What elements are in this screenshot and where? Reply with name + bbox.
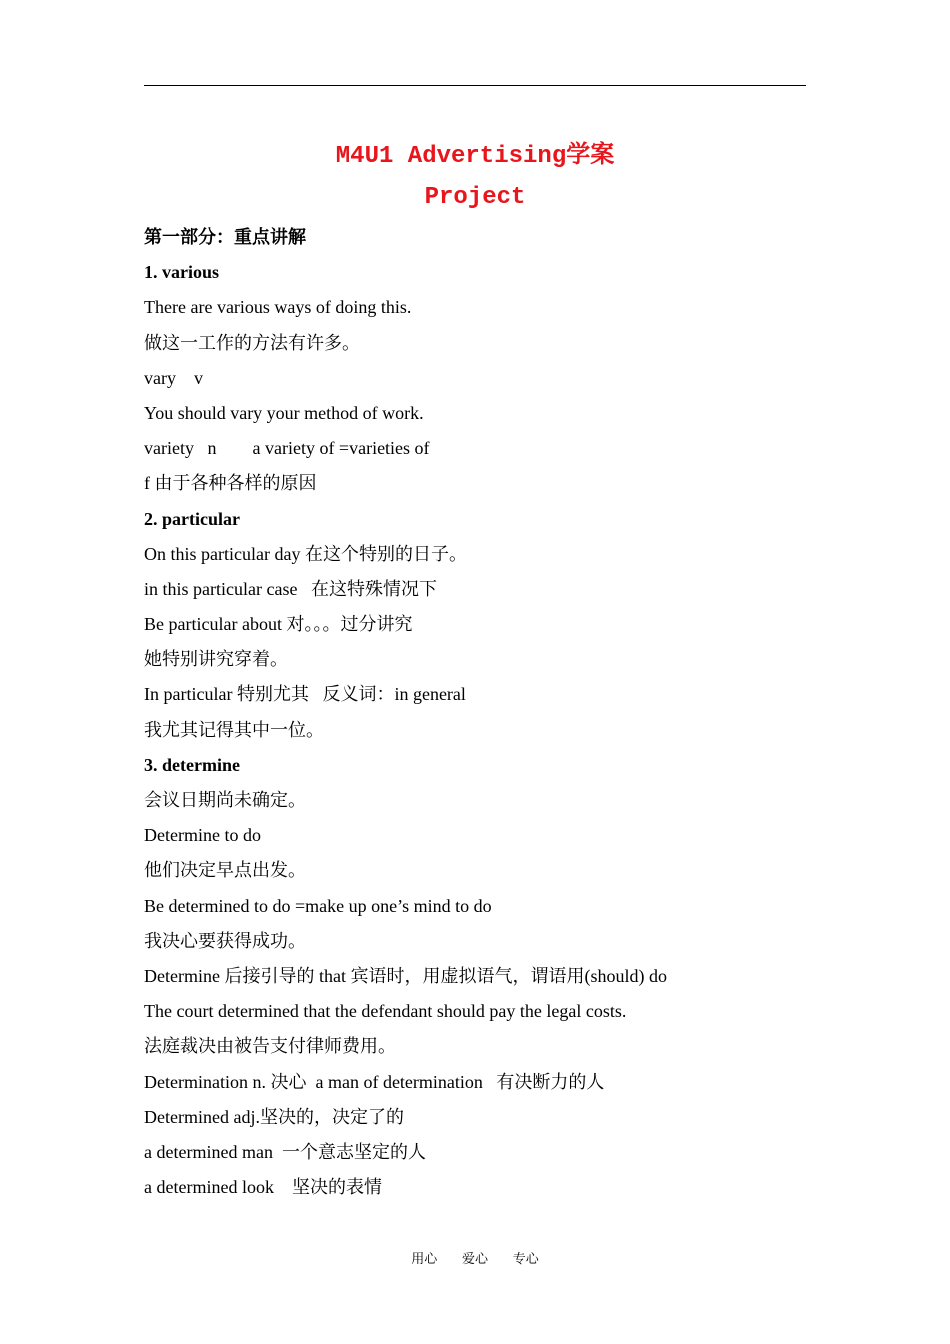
text-line: variety n a variety of =varieties of [144,438,430,459]
text-line: 我尤其记得其中一位。 [144,719,324,740]
text-line: On this particular day 在这个特别的日子。 [144,543,467,564]
text-line: The court determined that the defendant should pay the legal costs. [144,1001,627,1022]
text-line: In particular 特别尤其 反义词：in general [144,684,466,705]
text-line: in this particular case 在这特殊情况下 [144,578,437,599]
text-line: 做这一工作的方法有许多。 [144,332,360,353]
text-line: f 由于各种各样的原因 [144,473,317,494]
text-line: 她特别讲究穿着。 [144,649,288,670]
section-heading: 2. particular [144,508,240,529]
header-rule [144,85,806,86]
text-line: You should vary your method of work. [144,402,424,423]
document-title: M4U1 Advertising学案 [335,143,615,170]
section-heading: 3. determine [144,754,240,775]
text-line: Be particular about 对。。。过分讲究 [144,614,413,635]
section-heading: 第一部分：重点讲解 [144,227,306,247]
text-line: 法庭裁决由被告支付律师费用。 [144,1036,396,1057]
document-subtitle: Project [424,184,526,211]
text-line: a determined look 坚决的表情 [144,1177,382,1198]
text-line: There are various ways of doing this. [144,297,412,318]
text-line: 我决心要获得成功。 [144,930,306,951]
text-line: a determined man 一个意志坚定的人 [144,1141,426,1162]
document-body [144,220,806,1205]
text-line: Determine to do [144,825,261,846]
text-line: vary v [144,367,203,388]
page-footer: 用心 爱心 专心 [411,1252,539,1267]
text-line: Determined adj.坚决的，决定了的 [144,1106,404,1127]
text-line: 他们决定早点出发。 [144,860,306,881]
text-line: Be determined to do =make up one’s mind to do [144,895,492,916]
text-line: Determine 后接引导的 that 宾语时，用虚拟语气，谓语用(should) do [144,965,667,986]
section-heading: 1. various [144,262,220,283]
text-line: 会议日期尚未确定。 [144,790,306,810]
text-line: Determination n. 决心 a man of determination 有决断力的人 [144,1071,605,1092]
